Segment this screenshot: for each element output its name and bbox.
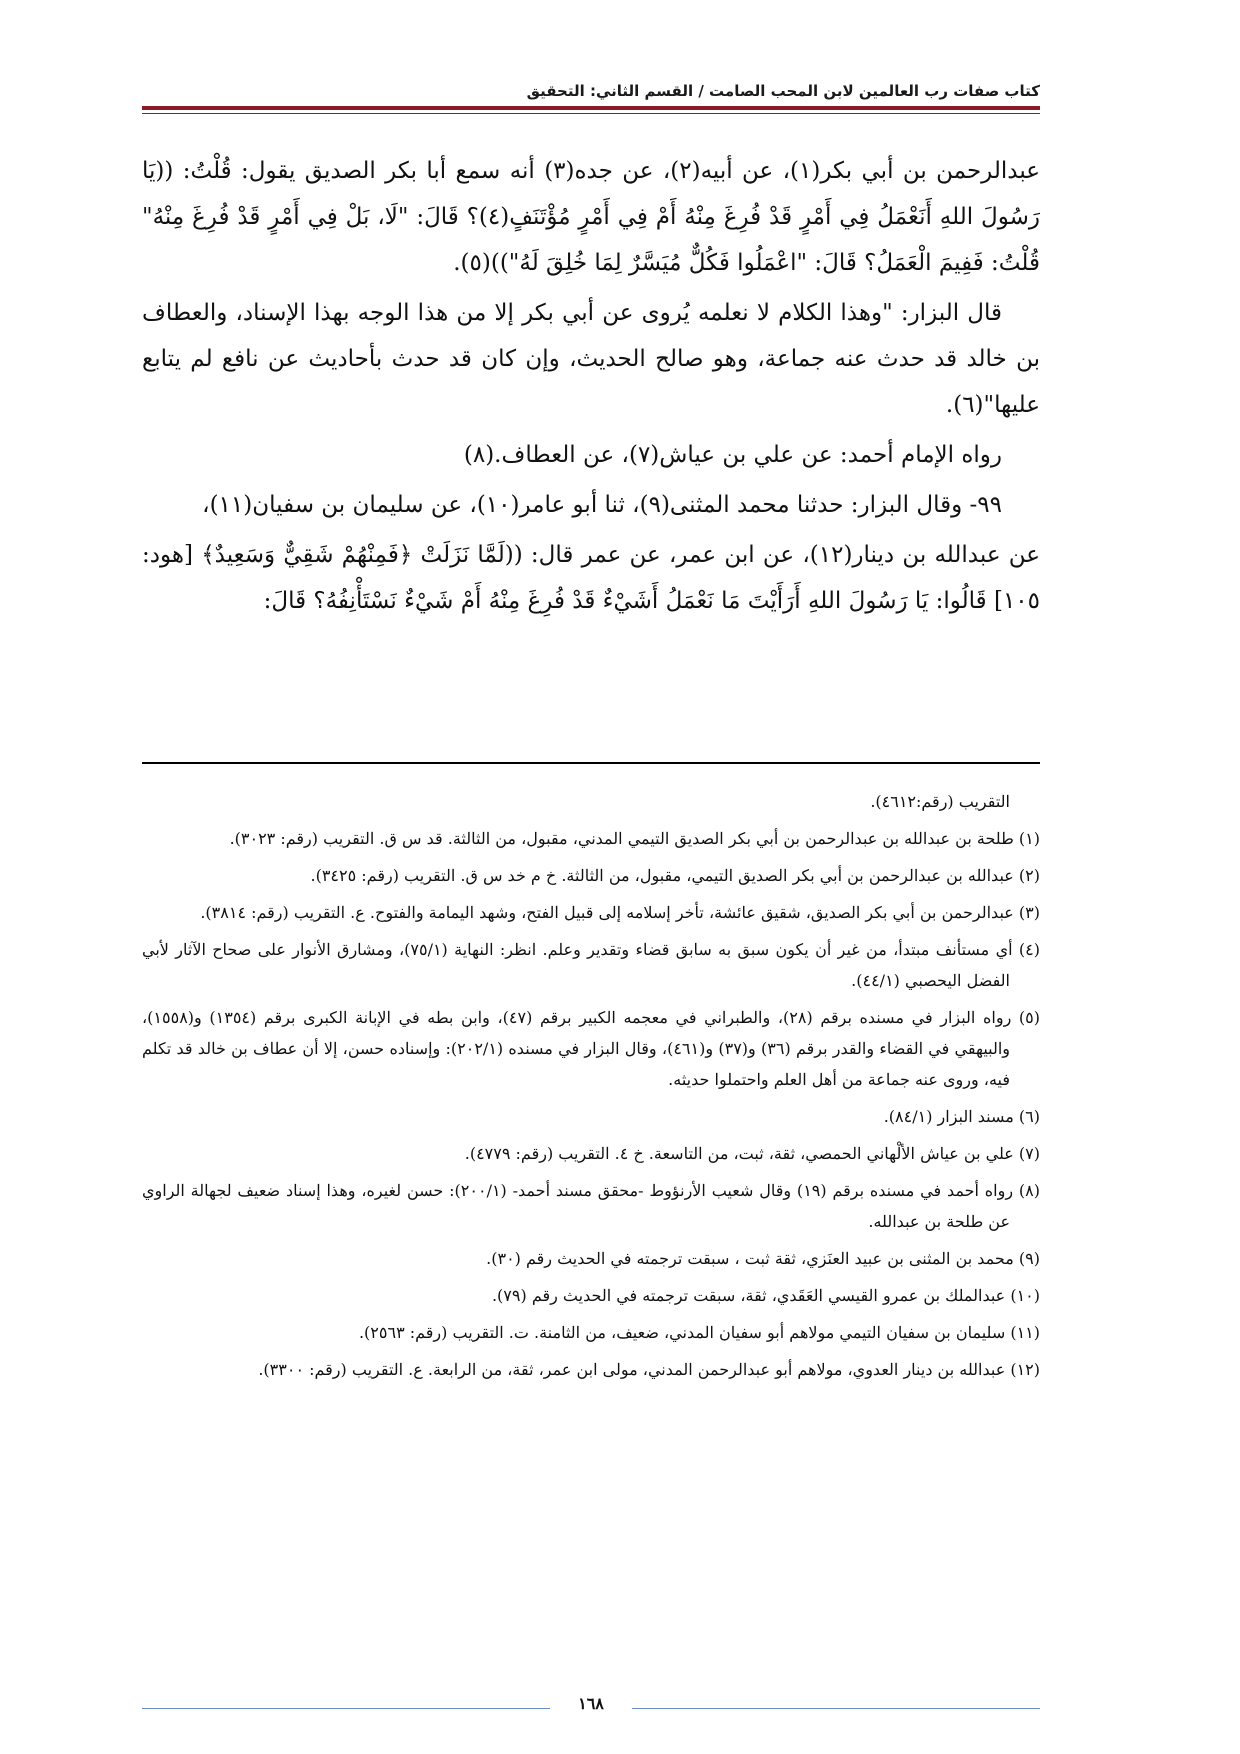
page-number: ١٦٨ xyxy=(578,1694,604,1713)
footnote-10: (١٠) عبدالملك بن عمرو القيسي العَقَدي، ثقة، سبقت ترجمته في الحديث رقم (٧٩). xyxy=(491,1286,1040,1305)
body-paragraph-ahmad-narration: رواه الإمام أحمد: عن علي بن عياش(٧)، عن العطاف.(٨) xyxy=(463,442,1002,468)
footer-rule-right xyxy=(632,1708,1040,1709)
footnote-6: (٦) مسند البزار (٨٤/١). xyxy=(883,1107,1040,1126)
footnote-11: (١١) سليمان بن سفيان التيمي مولاهم أبو سفيان المدني، ضعيف، من الثامنة. ت. التقريب (رقم: ٢٥٦٣). xyxy=(358,1323,1040,1342)
footnote-9: (٩) محمد بن المثنى بن عبيد العنَزي، ثقة ثبت ، سبقت ترجمته في الحديث رقم (٣٠). xyxy=(486,1249,1040,1268)
main-text xyxy=(142,148,1040,628)
footer-rule-left xyxy=(142,1708,550,1709)
body-paragraph-hadith-98: عبدالرحمن بن أبي بكر(١)، عن أبيه(٢)، عن جده(٣) أنه سمع أبا بكر الصديق يقول: قُلْتُ: ((يَا رَسُولَ اللهِ أَنَعْمَلُ فِي أَمْرٍ قَدْ فُرِغَ مِنْهُ أَمْ فِي أَمْرٍ مُؤْتَنَفٍ(٤)؟ قَالَ: "لَا، بَلْ فِي أَمْرٍ قَدْ فُرِغَ مِنْهُ" قُلْتُ: فَفِيمَ الْعَمَلُ؟ قَالَ: "اعْمَلُوا فَكُلٌّ مُيَسَّرٌ لِمَا خُلِقَ لَهُ"))(٥). xyxy=(142,158,1040,276)
running-header-title: كتاب صفات رب العالمين لابن المحب الصامت / القسم الثاني: التحقيق xyxy=(526,82,1040,100)
page-footer xyxy=(142,1692,1040,1722)
footnote-8: (٨) رواه أحمد في مسنده برقم (١٩) وقال شعيب الأرنؤوط -محقق مسند أحمد- (٢٠٠/١): حسن لغيره، وهذا إسناد ضعيف لجهالة الراوي عن طلحة بن عبدالله. xyxy=(142,1181,1041,1231)
footnote-2: (٢) عبدالله بن عبدالرحمن بن أبي بكر الصديق التيمي، مقبول، من الثالثة. خ م خد س ق. التقريب (رقم: ٣٤٢٥). xyxy=(310,866,1040,885)
footnote-5: (٥) رواه البزار في مسنده برقم (٢٨)، والطبراني في معجمه الكبير برقم (٤٧)، وابن بطه في الإبانة الكبرى برقم (١٣٥٤) و(١٥٥٨)، والبيهقي في القضاء والقدر برقم (٣٦) و(٣٧) و(٤٦١)، وقال البزار في مسنده (٢٠٢/١): وإسناده حسن، إلا أن عطاف بن خالد قد تكلم فيه، وروى عنه جماعة من أهل العلم واحتملوا حديثه. xyxy=(142,1008,1041,1089)
header-rule-thin xyxy=(142,113,1040,114)
header-rule-thick xyxy=(142,106,1040,110)
footnote-4: (٤) أي مستأنف مبتدأ، من غير أن يكون سبق به سابق قضاء وتقدير وعلم. انظر: النهاية (٧٥/١)، ومشارق الأنوار على صحاح الآثار لأبي الفضل اليحصبي (٤٤/١). xyxy=(142,940,1040,990)
footnote-1: (١) طلحة بن عبدالله بن عبدالرحمن بن أبي بكر الصديق التيمي المدني، مقبول، من الثالثة. قد س ق. التقريب (رقم: ٣٠٢٣). xyxy=(229,829,1040,848)
body-paragraph-hadith-99-start: ٩٩- وقال البزار: حدثنا محمد المثنى(٩)، ثنا أبو عامر(١٠)، عن سليمان بن سفيان(١١)، xyxy=(202,492,1002,518)
running-header xyxy=(142,68,1040,108)
body-paragraph-bazzar-comment: قال البزار: "وهذا الكلام لا نعلمه يُروى عن أبي بكر إلا من هذا الوجه بهذا الإسناد، والعطاف بن خالد قد حدث عنه جماعة، وهو صالح الحديث، وإن كان قد حدث بأحاديث عن نافع لم يتابع عليها"(٦). xyxy=(142,300,1040,418)
footnotes xyxy=(142,786,1040,1391)
footnote-continuation: التقريب (رقم:٤٦١٢). xyxy=(870,792,1010,811)
footnote-12: (١٢) عبدالله بن دينار العدوي، مولاهم أبو عبدالرحمن المدني، مولى ابن عمر، ثقة، من الرابعة. ع. التقريب (رقم: ٣٣٠٠). xyxy=(258,1360,1040,1379)
footnote-7: (٧) علي بن عياش الألْهاني الحمصي، ثقة، ثبت، من التاسعة. خ ٤. التقريب (رقم: ٤٧٧٩). xyxy=(464,1144,1040,1163)
footnote-3: (٣) عبدالرحمن بن أبي بكر الصديق، شقيق عائشة، تأخر إسلامه إلى قبيل الفتح، وشهد اليمامة والفتوح. ع. التقريب (رقم: ٣٨١٤). xyxy=(200,903,1040,922)
footnote-separator xyxy=(142,762,1040,764)
body-paragraph-hadith-99-text: عن عبدالله بن دينار(١٢)، عن ابن عمر، عن عمر قال: ((لَمَّا نَزَلَتْ ﴿فَمِنْهُمْ شَقِيٌّ وَسَعِيدٌ﴾ [هود: ١٠٥] قَالُوا: يَا رَسُولَ اللهِ أَرَأَيْتَ مَا نَعْمَلُ أَشَيْءٌ قَدْ فُرِغَ مِنْهُ أَمْ شَيْءٌ نَسْتَأْنِفُهُ؟ قَالَ: xyxy=(142,542,1040,614)
